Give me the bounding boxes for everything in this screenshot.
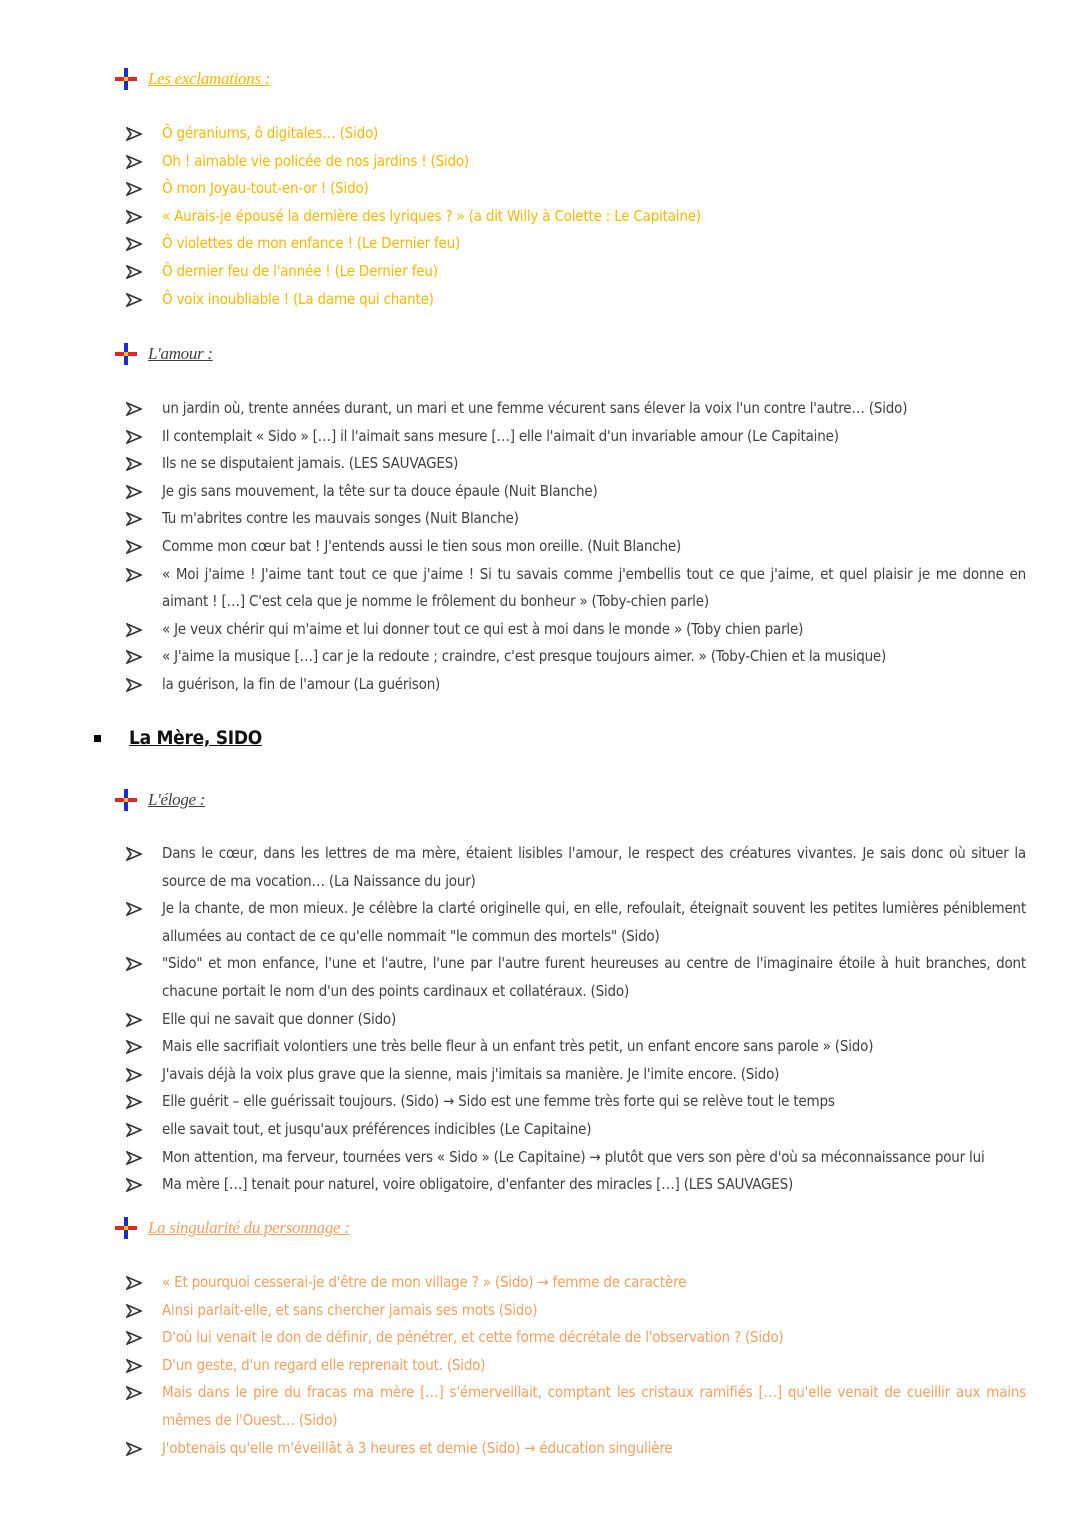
list-item: la guérison, la fin de l'amour (La guérison) xyxy=(126,671,1026,699)
arrow-bullet-icon xyxy=(126,540,142,554)
arrow-bullet-icon xyxy=(126,1442,142,1456)
list-item: Ma mère […] tenait pour naturel, voire obligatoire, d'enfanter des miracles […] (LES SAUVAGES) xyxy=(126,1171,1026,1199)
arrow-bullet-icon xyxy=(126,127,142,141)
arrow-bullet-icon xyxy=(126,293,142,307)
main-heading-title: La Mère, SIDO xyxy=(129,727,262,749)
list-item: J'avais déjà la voix plus grave que la sienne, mais j'imitais sa manière. Je l'imite encore. (Sido) xyxy=(126,1061,1026,1089)
list-item: Oh ! aimable vie policée de nos jardins ! (Sido) xyxy=(126,148,1026,176)
arrow-bullet-icon xyxy=(126,1178,142,1192)
list-eloge xyxy=(126,840,1026,1199)
list-item: Ainsi parlait-elle, et sans chercher jamais ses mots (Sido) xyxy=(126,1297,1026,1325)
plus-cross-icon xyxy=(114,67,138,91)
plus-cross-icon xyxy=(114,1216,138,1240)
arrow-bullet-icon xyxy=(126,155,142,169)
arrow-bullet-icon xyxy=(126,1331,142,1345)
arrow-bullet-icon xyxy=(126,1359,142,1373)
list-item: Ô violettes de mon enfance ! (Le Dernier feu) xyxy=(126,230,1026,258)
list-item: Elle qui ne savait que donner (Sido) xyxy=(126,1006,1026,1034)
section-header-exclamations xyxy=(114,66,270,92)
list-item: « J'aime la musique […] car je la redoute ; craindre, c'est presque toujours aimer. » (Toby-Chien et la musique) xyxy=(126,643,1026,671)
list-item: Mais elle sacrifiait volontiers une très belle fleur à un enfant très petit, un enfant encore sans parole » (Sido) xyxy=(126,1033,1026,1061)
arrow-bullet-icon xyxy=(126,1304,142,1318)
arrow-bullet-icon xyxy=(126,1068,142,1082)
list-item: Ô voix inoubliable ! (La dame qui chante) xyxy=(126,286,1026,314)
section-header-singularite xyxy=(114,1215,350,1241)
list-item: Dans le cœur, dans les lettres de ma mère, étaient lisibles l'amour, le respect des créatures vivantes. Je sais donc où situer la source de ma vocation… (La Naissance du jour) xyxy=(126,840,1026,895)
list-item: D'où lui venait le don de définir, de pénétrer, et cette forme décrétale de l'observation ? (Sido) xyxy=(126,1324,1026,1352)
arrow-bullet-icon xyxy=(126,430,142,444)
section-title-exclamations: Les exclamations : xyxy=(148,69,271,88)
list-item: Ils ne se disputaient jamais. (LES SAUVAGES) xyxy=(126,450,1026,478)
list-item: D'un geste, d'un regard elle reprenait tout. (Sido) xyxy=(126,1352,1026,1380)
arrow-bullet-icon xyxy=(126,1123,142,1137)
list-item: Comme mon cœur bat ! J'entends aussi le tien sous mon oreille. (Nuit Blanche) xyxy=(126,533,1026,561)
arrow-bullet-icon xyxy=(126,650,142,664)
plus-cross-icon xyxy=(114,342,138,366)
arrow-bullet-icon xyxy=(126,485,142,499)
section-title-eloge: L'éloge : xyxy=(148,790,206,809)
arrow-bullet-icon xyxy=(126,957,142,971)
arrow-bullet-icon xyxy=(126,1386,142,1400)
arrow-bullet-icon xyxy=(126,1040,142,1054)
list-item: Je la chante, de mon mieux. Je célèbre la clarté originelle qui, en elle, refoulait, éteignait souvent les petites lumières péniblement allumées au contact de ce qu'elle nommait "le commun des mortels" (Sido) xyxy=(126,895,1026,950)
list-item: « Aurais-je épousé la dernière des lyriques ? » (a dit Willy à Colette : Le Capitaine) xyxy=(126,203,1026,231)
arrow-bullet-icon xyxy=(126,512,142,526)
arrow-bullet-icon xyxy=(126,1276,142,1290)
arrow-bullet-icon xyxy=(126,402,142,416)
list-item: elle savait tout, et jusqu'aux préférences indicibles (Le Capitaine) xyxy=(126,1116,1026,1144)
list-item: Je gis sans mouvement, la tête sur ta douce épaule (Nuit Blanche) xyxy=(126,478,1026,506)
list-item: Mais dans le pire du fracas ma mère […] s'émerveillait, comptant les cristaux ramifiés […] qu'elle venait de cueillir aux mains mêmes de l'Ouest… (Sido) xyxy=(126,1379,1026,1434)
arrow-bullet-icon xyxy=(126,182,142,196)
main-heading xyxy=(94,727,262,749)
arrow-bullet-icon xyxy=(126,265,142,279)
arrow-bullet-icon xyxy=(126,457,142,471)
arrow-bullet-icon xyxy=(126,1013,142,1027)
list-item: Elle guérit – elle guérissait toujours. (Sido) → Sido est une femme très forte qui se relève tout le temps xyxy=(126,1088,1026,1116)
arrow-bullet-icon xyxy=(126,678,142,692)
square-bullet-icon xyxy=(94,735,101,742)
section-title-amour: L'amour : xyxy=(148,344,213,363)
list-item: Ô dernier feu de l'année ! (Le Dernier feu) xyxy=(126,258,1026,286)
list-item: Ô géraniums, ô digitales… (Sido) xyxy=(126,120,1026,148)
list-item: Ô mon Joyau-tout-en-or ! (Sido) xyxy=(126,175,1026,203)
arrow-bullet-icon xyxy=(126,1095,142,1109)
list-item: « Et pourquoi cesserai-je d'être de mon village ? » (Sido) → femme de caractère xyxy=(126,1269,1026,1297)
arrow-bullet-icon xyxy=(126,847,142,861)
section-title-singularite: La singularité du personnage : xyxy=(148,1218,350,1237)
list-item: Mon attention, ma ferveur, tournées vers « Sido » (Le Capitaine) → plutôt que vers son père d'où sa méconnaissance pour lui xyxy=(126,1144,1026,1172)
list-item: « Je veux chérir qui m'aime et lui donner tout ce qui est à moi dans le monde » (Toby chien parle) xyxy=(126,616,1026,644)
list-item: « Moi j'aime ! J'aime tant tout ce que j'aime ! Si tu savais comme j'embellis tout ce que j'aime, et quel plaisir je me donne en aimant ! […] C'est cela que je nomme le frôlement du bonheur » (Toby-chien parle) xyxy=(126,561,1026,616)
arrow-bullet-icon xyxy=(126,568,142,582)
list-amour xyxy=(126,395,1026,699)
plus-cross-icon xyxy=(114,788,138,812)
list-item: Tu m'abrites contre les mauvais songes (Nuit Blanche) xyxy=(126,505,1026,533)
list-item: J'obtenais qu'elle m'éveillât à 3 heures et demie (Sido) → éducation singulière xyxy=(126,1435,1026,1463)
section-header-amour xyxy=(114,341,213,367)
arrow-bullet-icon xyxy=(126,1151,142,1165)
list-item: un jardin où, trente années durant, un mari et une femme vécurent sans élever la voix l'un contre l'autre… (Sido) xyxy=(126,395,1026,423)
list-item: "Sido" et mon enfance, l'une et l'autre, l'une par l'autre furent heureuses au centre de l'imaginaire étoile à huit branches, dont chacune portait le nom d'un des points cardinaux et collatéraux. (Sido) xyxy=(126,950,1026,1005)
list-exclamations xyxy=(126,120,1026,313)
arrow-bullet-icon xyxy=(126,902,142,916)
list-item: Il contemplait « Sido » […] il l'aimait sans mesure […] elle l'aimait d'un invariable amour (Le Capitaine) xyxy=(126,423,1026,451)
list-singularite xyxy=(126,1269,1026,1462)
arrow-bullet-icon xyxy=(126,210,142,224)
arrow-bullet-icon xyxy=(126,237,142,251)
arrow-bullet-icon xyxy=(126,623,142,637)
section-header-eloge xyxy=(114,787,205,813)
